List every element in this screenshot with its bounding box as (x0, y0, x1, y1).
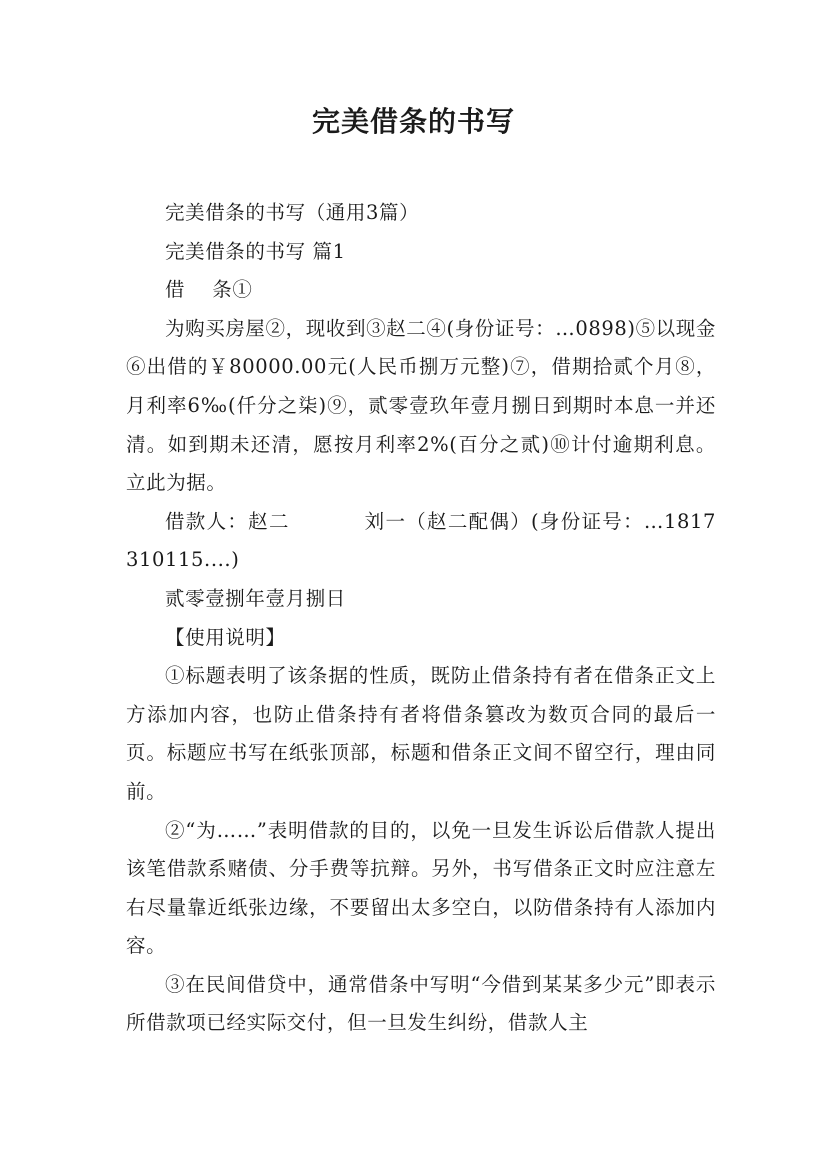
borrower-line: 借款人：赵二 刘一（赵二配偶）(身份证号：…1817 310115....) (126, 509, 805, 572)
iou-body-paragraph: 为购买房屋②，现收到③赵二④(身份证号：…0898)⑤以现金⑥出借的￥80000.00元(人民币捌万元整)⑦，借期拾贰个月⑧，月利率6‰(仟分之柒)⑨，贰零壹玖年壹月捌日到期时本息一并还清。如到期未还清，愿按月利率2%(百分之贰)⑩计付逾期利息。立此为据。 (126, 316, 716, 495)
note-paragraph-1: ①标题表明了该条据的性质，既防止借条持有者在借条正文上方添加内容，也防止借条持有者将借条篡改为数页合同的最后一页。标题应书写在纸张顶部，标题和借条正文间不留空行，理由同前。 (126, 664, 716, 803)
document-body (126, 194, 805, 1043)
usage-heading: 【使用说明】 (165, 625, 286, 649)
subtitle-paragraph: 完美借条的书写（通用3篇） (165, 201, 420, 224)
section-heading: 完美借条的书写 篇1 (165, 239, 346, 263)
iou-heading: 借 条① (165, 278, 253, 302)
date-line: 贰零壹捌年壹月捌日 (165, 586, 346, 610)
note-paragraph-2: ②“为……”表明借款的目的，以免一旦发生诉讼后借款人提出该笔借款系赌债、分手费等抗辩。另外，书写借条正文时应注意左右尽量靠近纸张边缘，不要留出太多空白，以防借条持有人添加内容。 (126, 818, 716, 958)
document-title: 完美借条的书写 (311, 105, 515, 138)
note-paragraph-3: ③在民间借贷中，通常借条中写明“今借到某某多少元”即表示所借款项已经实际交付，但一旦发生纠纷，借款人主 (126, 972, 716, 1035)
